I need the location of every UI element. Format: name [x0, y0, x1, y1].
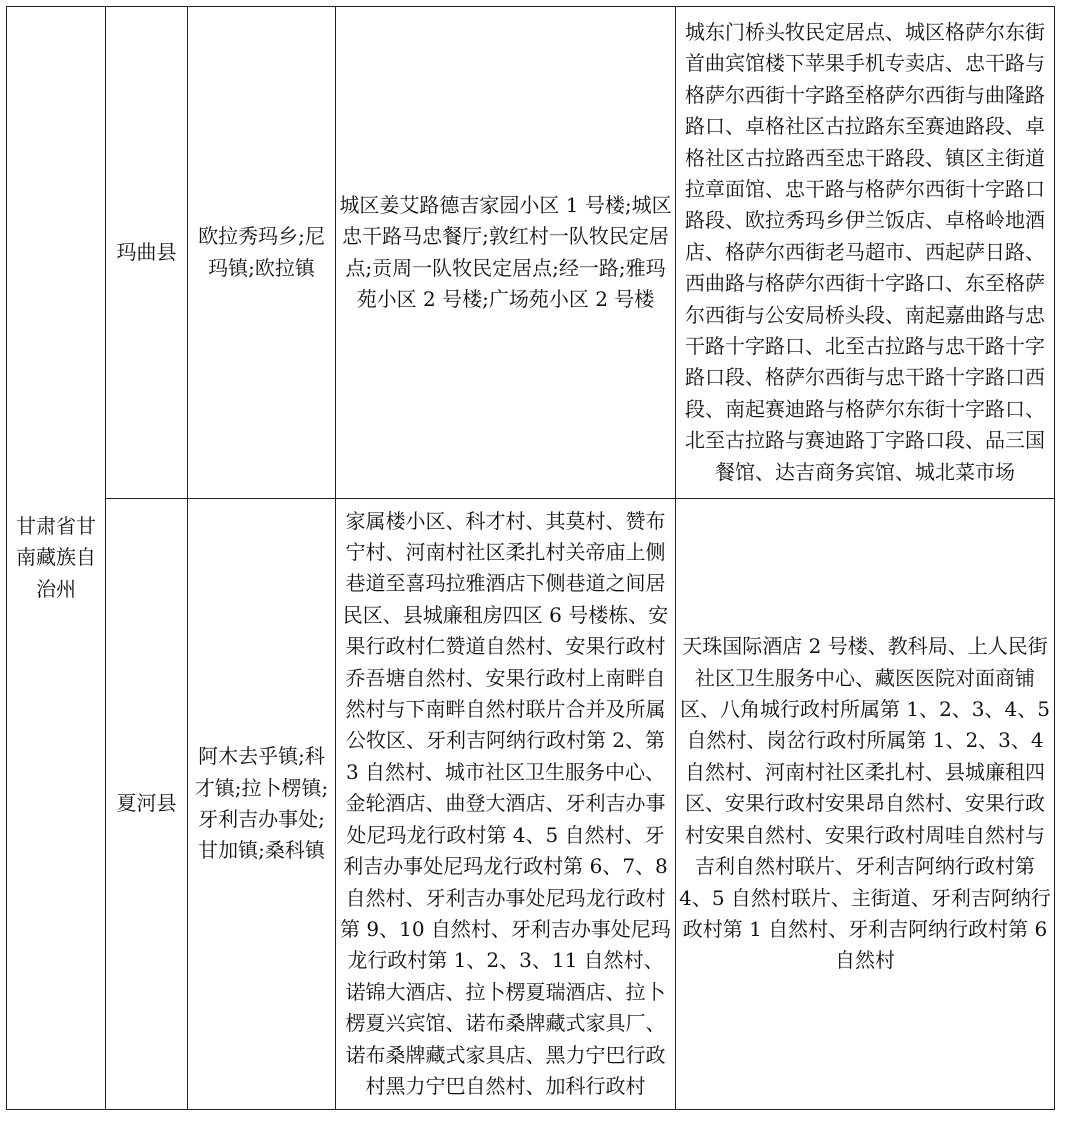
high-risk-areas-cell: 家属楼小区、科才村、其莫村、赞布宁村、河南村社区柔扎村关帝庙上侧巷道至喜玛拉雅酒店下侧巷道之间居民区、县城廉租房四区 6 号楼栋、安果行政村仁赞道自然村、安果行政村乔吾塘自然村、安果行政村上南畔自然村与下南畔自然村联片合并及所属公牧区、牙利吉阿纳行政村第 2、第 3 自然村、城市社区卫生服务中心、金轮酒店、曲登大酒店、牙利吉办事处尼玛龙行政村第 4、5 自然村、牙利吉办事处尼玛龙行政村第 6、7、8 自然村、牙利吉办事处尼玛龙行政村第 9、10 自然村、牙利吉办事处尼玛龙行政村第 1、2、3、11 自然村、诺锦大酒店、拉卜楞夏瑞酒店、拉卜楞夏兴宾馆、诺布桑牌藏式家具厂、诺布桑牌藏式家具店、黑力宁巴行政村黑力宁巴自然村、加科行政村 — [336, 499, 676, 1110]
low-risk-areas-cell: 天珠国际酒店 2 号楼、教科局、上人民街社区卫生服务中心、藏医医院对面商铺区、八角城行政村所属第 1、2、3、4、5 自然村、岗岔行政村所属第 1、2、3、4 自然村、河南村社区柔扎村、县城廉租四区、安果行政村安果昂自然村、安果行政村安果自然村、安果行政村周哇自然村与吉利自然村联片、牙利吉阿纳行政村第 4、5 自然村联片、主街道、牙利吉阿纳行政村第 1 自然村、牙利吉阿纳行政村第 6 自然村 — [676, 499, 1055, 1110]
county-cell: 玛曲县 — [106, 7, 188, 499]
towns-cell: 欧拉秀玛乡;尼玛镇;欧拉镇 — [188, 7, 336, 499]
prefecture-cell: 甘肃省甘南藏族自治州 — [7, 7, 106, 1110]
low-risk-areas-cell: 城东门桥头牧民定居点、城区格萨尔东街首曲宾馆楼下苹果手机专卖店、忠干路与格萨尔西街十字路至格萨尔西街与曲隆路路口、卓格社区古拉路东至赛迪路段、卓格社区古拉路西至忠干路段、镇区主街道拉章面馆、忠干路与格萨尔西街十字路口路段、欧拉秀玛乡伊兰饭店、卓格岭地酒店、格萨尔西街老马超市、西起萨日路、西曲路与格萨尔西街十字路口、东至格萨尔西街与公安局桥头段、南起嘉曲路与忠干路十字路口、北至古拉路与忠干路十字路口段、格萨尔西街与忠干路十字路口西段、南起赛迪路与格萨尔东街十字路口、北至古拉路与赛迪路丁字路口段、品三国餐馆、达吉商务宾馆、城北菜市场 — [676, 7, 1055, 499]
risk-area-table — [6, 6, 1055, 1110]
high-risk-areas-cell: 城区姜艾路德吉家园小区 1 号楼;城区忠干路马忠餐厅;敦红村一队牧民定居点;贡周一队牧民定居点;经一路;雅玛苑小区 2 号楼;广场苑小区 2 号楼 — [336, 7, 676, 499]
table-row — [7, 499, 1055, 1110]
county-cell: 夏河县 — [106, 499, 188, 1110]
towns-cell: 阿木去乎镇;科才镇;拉卜楞镇;牙利吉办事处;甘加镇;桑科镇 — [188, 499, 336, 1110]
table-row — [7, 7, 1055, 499]
